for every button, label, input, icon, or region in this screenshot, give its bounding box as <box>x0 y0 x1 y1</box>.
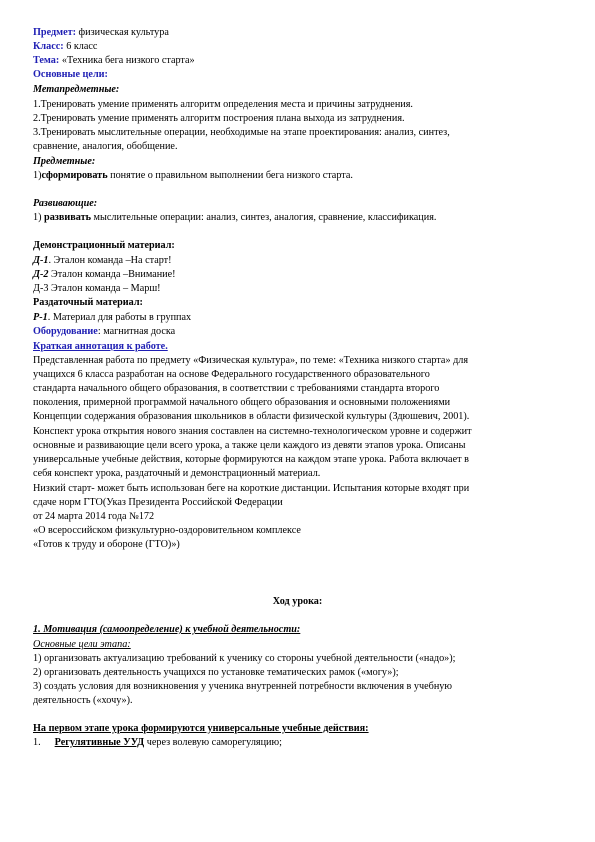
annotation-p1-line-1: Представленная работа по предмету «Физическая культура», по теме: «Техника низкого старта» для <box>33 355 469 366</box>
annotation-p1-line-2: учащихся 6 класса разработан на основе Федерального государственного образовательного <box>33 369 430 380</box>
equipment-label: Оборудование <box>33 326 98 337</box>
developing-heading: Развивающие: <box>33 198 98 209</box>
topic-value: «Техника бега низкого старта» <box>59 55 195 66</box>
class-line <box>33 41 97 53</box>
stage-goals-label: Основные цели этапа: <box>33 639 131 650</box>
lesson-title: Ход урока: <box>272 596 323 607</box>
developing-goal-1 <box>33 212 436 224</box>
annotation-p3-line-3: от 24 марта 2014 года №172 <box>33 511 155 522</box>
demo-item-2-text: Эталон команда –Внимание! <box>48 269 176 280</box>
annotation-p2-line-2: основные и развивающие цели всего урока, а также цели каждого из девяти этапов урока. Описаны <box>33 440 466 451</box>
uud-item-1-text: через волевую саморегуляцию; <box>144 737 282 748</box>
developing-goal-prefix: 1) <box>33 212 45 223</box>
class-label: Класс: <box>33 41 64 52</box>
metasubject-heading: Метапредметные: <box>33 84 120 95</box>
annotation-p1-line-3: стандарта начального общего образования, в соответствии с требованиями стандарта второго <box>33 383 440 394</box>
metasubject-line-3a: 3.Тренировать мыслительные операции, необходимые на этапе проектирования: анализ, синтез, <box>33 127 450 138</box>
demo-item-2 <box>33 269 176 281</box>
annotation-p2-line-1: Конспект урока открытия нового знания составлен на системно-технологическом уровне и содержит <box>33 426 472 437</box>
handout-item-1 <box>33 312 191 324</box>
handout-item-1-text: . Материал для работы в группах <box>47 312 192 323</box>
subject-label: Предмет: <box>33 27 76 38</box>
demo-item-1-text: . Эталон команда –На старт! <box>48 255 172 266</box>
uud-item-1-type: Регулятивные УУД <box>54 737 145 748</box>
handout-heading: Раздаточный материал: <box>33 297 143 308</box>
developing-goal-text: мыслительные операции: анализ, синтез, аналогия, сравнение, классификация. <box>91 212 437 223</box>
stage-goal-2: 2) организовать деятельность учащихся по установке тематических рамок («могу»); <box>33 667 399 678</box>
stage-goal-1: 1) организовать актуализацию требований к ученику со стороны учебной деятельности («надо»); <box>33 653 456 664</box>
annotation-p3-line-4: «О всероссийском физкультурно-оздоровительном комплексе <box>33 525 301 536</box>
metasubject-line-3b: сравнение, аналогия, обобщение. <box>33 141 178 152</box>
subject-goals-heading: Предметные: <box>33 156 96 167</box>
subject-goal-1 <box>33 170 353 182</box>
topic-line <box>33 55 195 67</box>
demo-item-1 <box>33 255 172 267</box>
stage-goal-3a: 3) создать условия для возникновения у ученика внутренней потребности включения в учебную <box>33 681 452 692</box>
annotation-heading: Краткая аннотация к работе. <box>33 341 168 352</box>
annotation-p3-line-1: Низкий старт- может быть использован беге на короткие дистанции. Испытания которые входят при <box>33 483 470 494</box>
uud-item-1 <box>33 737 282 749</box>
developing-goal-verb: развивать <box>44 212 91 223</box>
stage-1-heading: 1. Мотивация (самоопределение) к учебной деятельности: <box>33 624 301 635</box>
metasubject-line-2: 2.Тренировать умение применять алгоритм построения плана выхода из затруднения. <box>33 113 405 124</box>
demo-item-3: Д-3 Эталон команда – Марш! <box>33 283 161 294</box>
demo-item-2-code: Д-2 <box>33 269 49 280</box>
annotation-p2-line-3: универсальные учебные действия, которые формируются на каждом этапе урока. Работа включает в <box>33 454 469 465</box>
annotation-p3-line-2: сдаче норм ГТО(Указ Президента Российской Федерации <box>33 497 283 508</box>
annotation-p1-line-4: поколения, примерной программой начального общего образования и основными положениями <box>33 397 451 408</box>
stage-goal-3b: деятельность («хочу»). <box>33 695 133 706</box>
demo-item-1-code: Д-1 <box>33 255 49 266</box>
topic-label: Тема: <box>33 55 60 66</box>
subject-line <box>33 27 169 39</box>
class-value: 6 класс <box>63 41 98 52</box>
metasubject-line-1: 1.Тренировать умение применять алгоритм определения места и причины затруднения. <box>33 99 413 110</box>
subject-goal-text: понятие о правильном выполнении бега низкого старта. <box>107 170 353 181</box>
demo-heading: Демонстрационный материал: <box>33 240 175 251</box>
goals-heading: Основные цели: <box>33 69 108 80</box>
subject-goal-verb: сформировать <box>41 170 108 181</box>
annotation-p3-line-5: «Готов к труду и обороне (ГТО)») <box>33 539 180 550</box>
equipment-value: : магнитная доска <box>97 326 176 337</box>
subject-goal-prefix: 1) <box>33 170 42 181</box>
subject-value: физическая культура <box>76 27 169 38</box>
annotation-p2-line-4: себя конспект урока, раздаточный и демонстрационный материал. <box>33 468 321 479</box>
uud-heading: На первом этапе урока формируются универсальные учебные действия: <box>33 723 369 734</box>
uud-item-1-number: 1. <box>33 737 41 748</box>
annotation-p1-line-5: Концепции содержания образования школьников в области физической культуры (Здюшевич, 2001). <box>33 411 470 422</box>
equipment-line <box>33 326 175 338</box>
handout-item-1-code: Р-1 <box>33 312 48 323</box>
